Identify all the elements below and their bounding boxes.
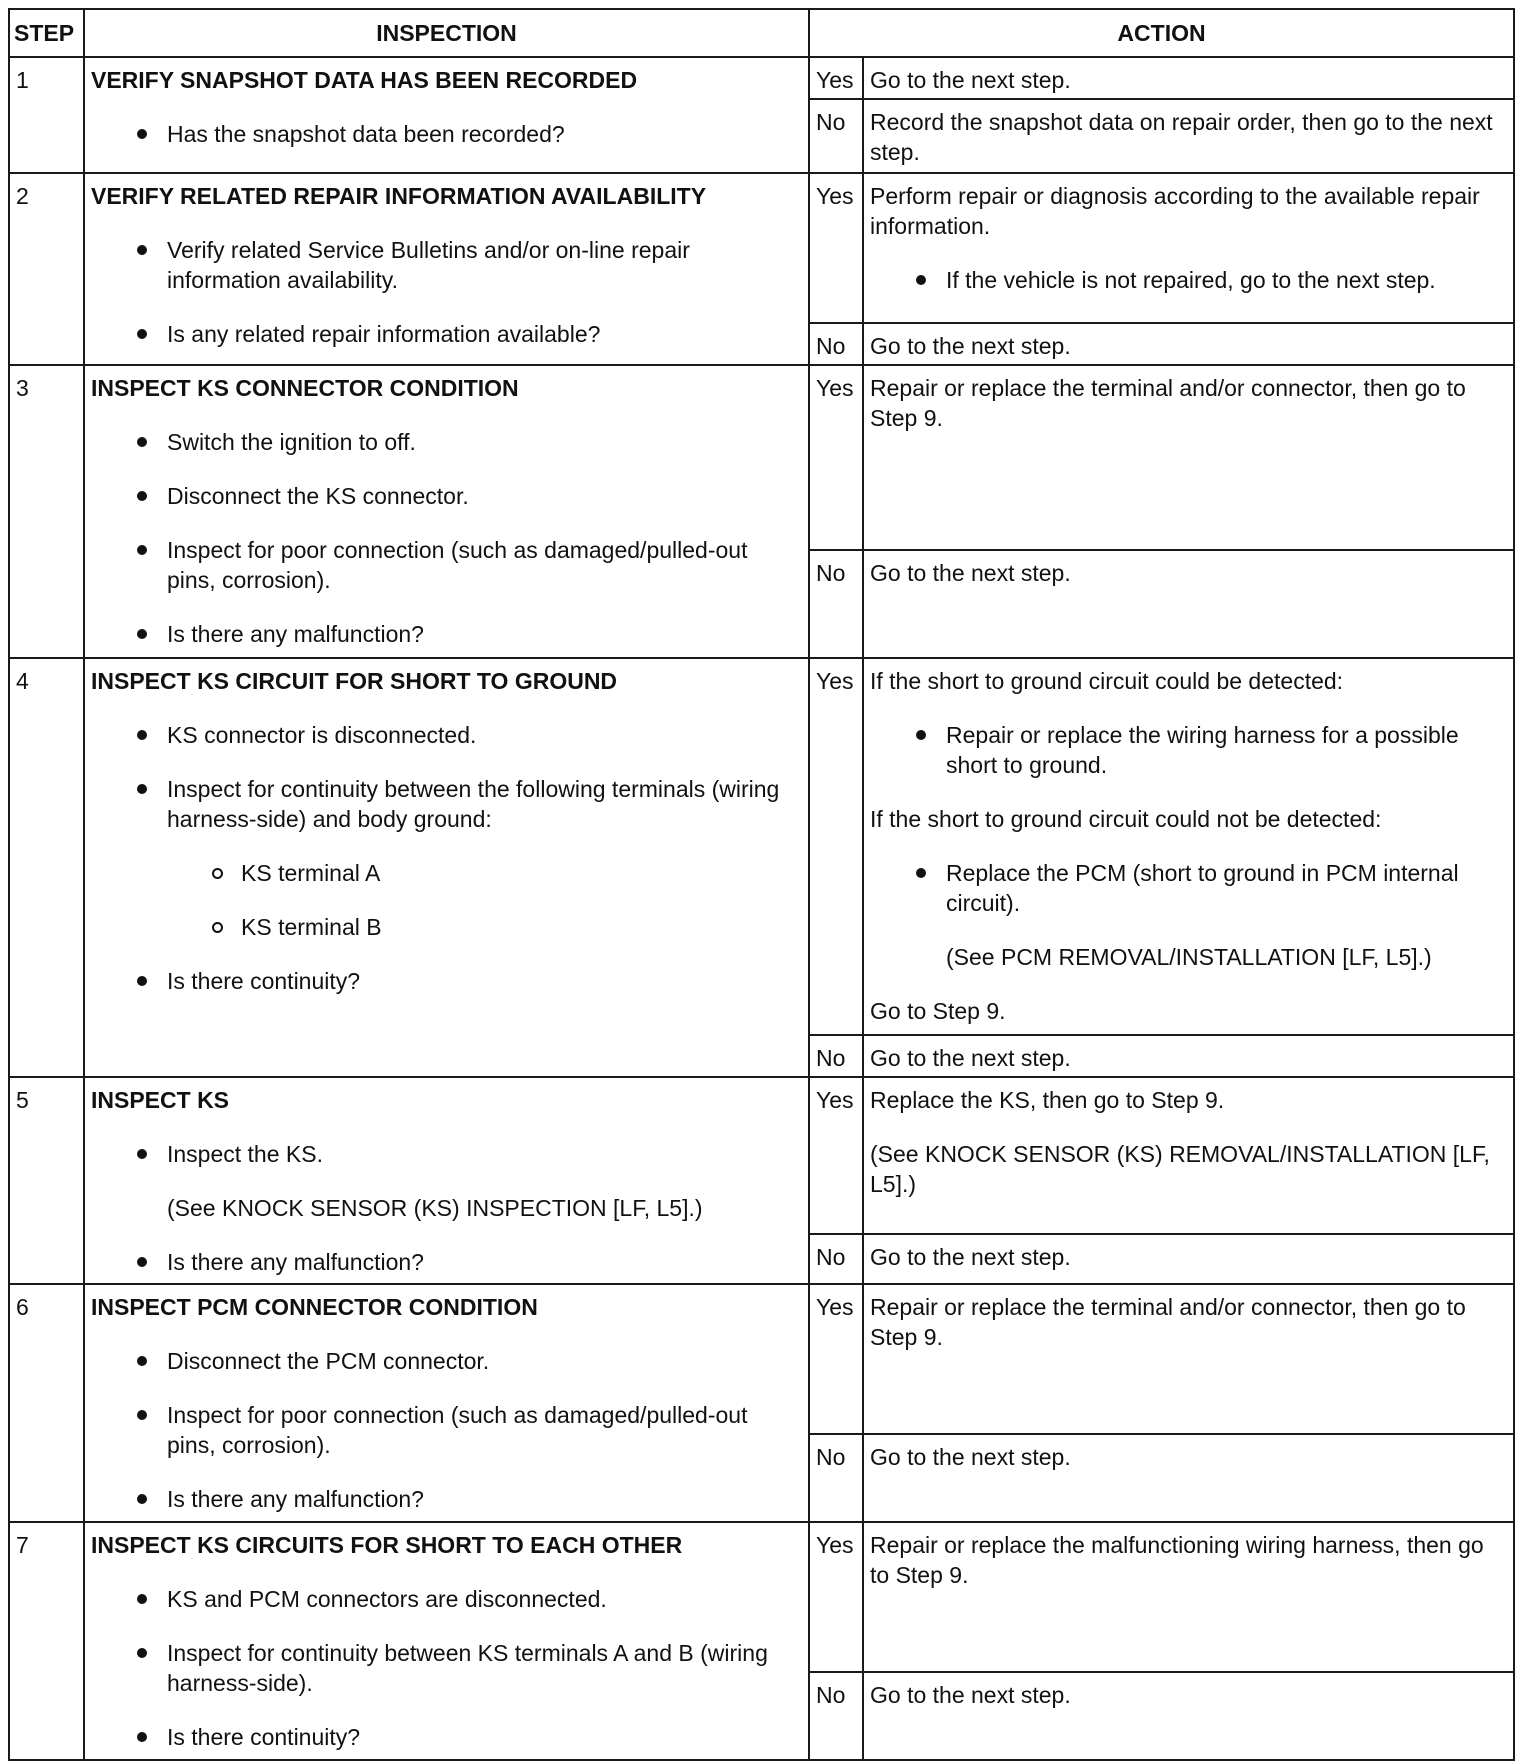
inspection-bullet: Switch the ignition to off.	[91, 427, 802, 457]
header-action: ACTION	[809, 9, 1514, 57]
inspection-bullet: Has the snapshot data been recorded?	[91, 119, 802, 149]
yes-label: Yes	[809, 173, 863, 323]
action-bullet: Repair or replace the wiring harness for a possible short to ground.	[870, 720, 1507, 780]
step-1-yes-row	[9, 57, 1514, 99]
inspection-bullet: Disconnect the KS connector.	[91, 481, 802, 511]
bullet-icon	[916, 868, 926, 878]
header-inspection: INSPECTION	[84, 9, 809, 57]
header-step: STEP	[9, 9, 84, 57]
header-row	[9, 9, 1514, 57]
inspection-bullet: Inspect for poor connection (such as damaged/pulled-out pins, corrosion).	[91, 1400, 802, 1460]
inspection-bullet: Is there continuity?	[91, 966, 802, 996]
step-title: INSPECT KS CIRCUIT FOR SHORT TO GROUND	[91, 668, 618, 694]
step-inspection	[84, 365, 809, 658]
no-label: No	[809, 550, 863, 658]
bullet-icon	[916, 275, 926, 285]
reference-note: (See PCM REMOVAL/INSTALLATION [LF, L5].)	[946, 944, 1432, 970]
no-action: Go to the next step.	[863, 550, 1514, 658]
bullet-icon	[137, 1257, 147, 1267]
bullet-icon	[137, 1149, 147, 1159]
diagnostic-procedure-table	[8, 8, 1515, 1761]
yes-action: Replace the KS, then go to Step 9. (See KNOCK SENSOR (KS) REMOVAL/INSTALLATION [LF, L5].)	[863, 1077, 1514, 1234]
step-6-yes-row	[9, 1284, 1514, 1434]
bullet-icon	[137, 976, 147, 986]
no-label: No	[809, 1672, 863, 1760]
yes-label: Yes	[809, 57, 863, 99]
inspection-bullet: Inspect the KS.	[91, 1139, 802, 1169]
step-title: VERIFY RELATED REPAIR INFORMATION AVAILABILITY	[91, 183, 707, 209]
bullet-icon	[137, 545, 147, 555]
yes-label: Yes	[809, 365, 863, 550]
bullet-icon	[137, 129, 147, 139]
bullet-icon	[137, 784, 147, 794]
no-action: Go to the next step.	[863, 323, 1514, 365]
inspection-bullet: Is there any malfunction?	[91, 1484, 802, 1514]
step-inspection	[84, 658, 809, 1077]
no-action: Record the snapshot data on repair order, then go to the next step.	[863, 99, 1514, 173]
bullet-icon	[137, 491, 147, 501]
action-bullet: If the vehicle is not repaired, go to the next step.	[870, 265, 1507, 295]
step-inspection	[84, 173, 809, 365]
inspection-bullet: Is there any malfunction?	[91, 619, 802, 649]
yes-action: Repair or replace the terminal and/or connector, then go to Step 9.	[863, 1284, 1514, 1434]
inspection-bullet: Verify related Service Bulletins and/or on-line repair information availability.	[91, 235, 802, 295]
step-inspection	[84, 57, 809, 173]
bullet-icon	[137, 1410, 147, 1420]
inspection-bullet: Is there continuity?	[91, 1722, 802, 1752]
step-title: INSPECT KS CIRCUITS FOR SHORT TO EACH OTHER	[91, 1532, 683, 1558]
inspection-bullet: Inspect for poor connection (such as damaged/pulled-out pins, corrosion).	[91, 535, 802, 595]
step-inspection	[84, 1522, 809, 1760]
yes-action: If the short to ground circuit could be detected: Repair or replace the wiring harness for a possible short to ground. If the short to ground circuit could not be detected: Replace the PCM (short to ground in PCM internal circuit). (See PCM REMOVAL/INSTALLATION [LF, L5].) Go to Step 9.	[863, 658, 1514, 1035]
step-title: VERIFY SNAPSHOT DATA HAS BEEN RECORDED	[91, 67, 638, 93]
no-label: No	[809, 323, 863, 365]
inspection-bullet: KS connector is disconnected.	[91, 720, 802, 750]
reference-note: (See KNOCK SENSOR (KS) REMOVAL/INSTALLATION [LF, L5].)	[870, 1141, 1490, 1197]
step-number: 1	[9, 57, 84, 173]
action-bullet: Replace the PCM (short to ground in PCM internal circuit).	[870, 858, 1507, 918]
yes-action: Repair or replace the terminal and/or connector, then go to Step 9.	[863, 365, 1514, 550]
step-inspection	[84, 1077, 809, 1284]
step-title: INSPECT KS CONNECTOR CONDITION	[91, 375, 519, 401]
no-action: Go to the next step.	[863, 1672, 1514, 1760]
bullet-icon	[137, 329, 147, 339]
yes-action: Repair or replace the malfunctioning wiring harness, then go to Step 9.	[863, 1522, 1514, 1672]
bullet-icon	[916, 730, 926, 740]
inspection-sub-bullet: KS terminal A	[91, 858, 802, 888]
step-number: 3	[9, 365, 84, 658]
bullet-icon	[137, 245, 147, 255]
bullet-icon	[137, 1594, 147, 1604]
step-title: INSPECT KS	[91, 1087, 230, 1113]
inspection-bullet: Disconnect the PCM connector.	[91, 1346, 802, 1376]
no-label: No	[809, 1035, 863, 1077]
step-number: 6	[9, 1284, 84, 1522]
bullet-icon	[137, 1494, 147, 1504]
step-number: 4	[9, 658, 84, 1077]
no-label: No	[809, 1434, 863, 1522]
step-title: INSPECT PCM CONNECTOR CONDITION	[91, 1294, 538, 1320]
inspection-sub-bullet: KS terminal B	[91, 912, 802, 942]
step-4-yes-row	[9, 658, 1514, 1035]
step-number: 5	[9, 1077, 84, 1284]
step-5-yes-row	[9, 1077, 1514, 1234]
step-7-yes-row	[9, 1522, 1514, 1672]
no-action: Go to the next step.	[863, 1234, 1514, 1284]
inspection-bullet: Inspect for continuity between KS terminals A and B (wiring harness-side).	[91, 1638, 802, 1698]
bullet-icon	[137, 730, 147, 740]
bullet-icon	[137, 1732, 147, 1742]
yes-label: Yes	[809, 1522, 863, 1672]
no-label: No	[809, 99, 863, 173]
no-label: No	[809, 1234, 863, 1284]
bullet-icon	[137, 437, 147, 447]
step-3-yes-row	[9, 365, 1514, 550]
yes-label: Yes	[809, 1077, 863, 1234]
step-number: 7	[9, 1522, 84, 1760]
yes-label: Yes	[809, 658, 863, 1035]
circle-bullet-icon	[212, 868, 223, 879]
bullet-icon	[137, 1356, 147, 1366]
reference-note: (See KNOCK SENSOR (KS) INSPECTION [LF, L5].)	[167, 1195, 703, 1221]
bullet-icon	[137, 1648, 147, 1658]
yes-action: Go to the next step.	[863, 57, 1514, 99]
no-action: Go to the next step.	[863, 1434, 1514, 1522]
bullet-icon	[137, 629, 147, 639]
step-number: 2	[9, 173, 84, 365]
step-inspection	[84, 1284, 809, 1522]
circle-bullet-icon	[212, 922, 223, 933]
no-action: Go to the next step.	[863, 1035, 1514, 1077]
step-2-yes-row	[9, 173, 1514, 323]
inspection-bullet: KS and PCM connectors are disconnected.	[91, 1584, 802, 1614]
inspection-bullet: Inspect for continuity between the following terminals (wiring harness-side) and body ground:	[91, 774, 802, 834]
inspection-bullet: Is there any malfunction?	[91, 1247, 802, 1277]
yes-label: Yes	[809, 1284, 863, 1434]
inspection-bullet: Is any related repair information available?	[91, 319, 802, 349]
yes-action: Perform repair or diagnosis according to the available repair information. If the vehicle is not repaired, go to the next step.	[863, 173, 1514, 323]
